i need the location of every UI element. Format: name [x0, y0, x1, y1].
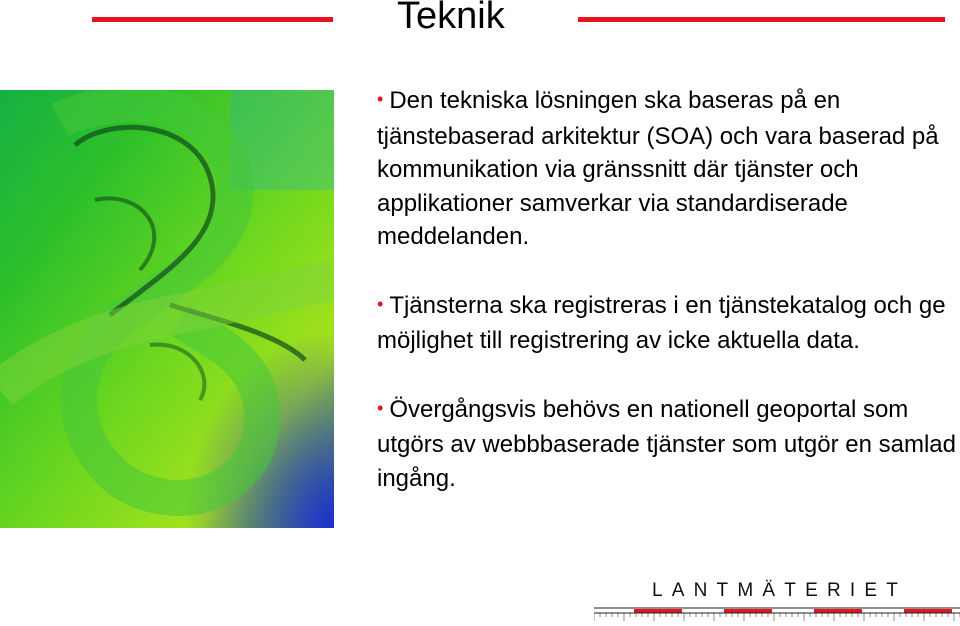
bullet-text: Den tekniska lösningen ska baseras på en tjänstebaserad arkitektur (SOA) och vara baserad på kommunikation via gränssnitt där tjänster och applikationer samverkar via standardiserade meddelanden.: [377, 87, 939, 250]
slide-title: Teknik: [397, 0, 505, 37]
title-rule-right: [578, 17, 945, 22]
bullet-text: Tjänsterna ska registreras i en tjänstekatalog och ge möjlighet till registrering av icke aktuella data.: [377, 291, 946, 354]
title-rule-left: [92, 17, 333, 22]
bullet-text: Övergångsvis behövs en nationell geoportal som utgörs av webbbaserade tjänster som utgör en samlad ingång.: [377, 395, 956, 492]
logo-scale-bar: [594, 605, 960, 626]
lantmateriet-logo: LANTMÄTERIET: [652, 580, 908, 601]
relief-image: [0, 90, 334, 528]
bullet-icon: •: [377, 397, 384, 418]
bullet-item: [377, 289, 959, 358]
bullet-list: [377, 84, 959, 530]
bullet-icon: •: [377, 293, 384, 314]
bullet-item: [377, 393, 959, 496]
bullet-icon: •: [377, 89, 384, 109]
bullet-item: [377, 84, 959, 254]
